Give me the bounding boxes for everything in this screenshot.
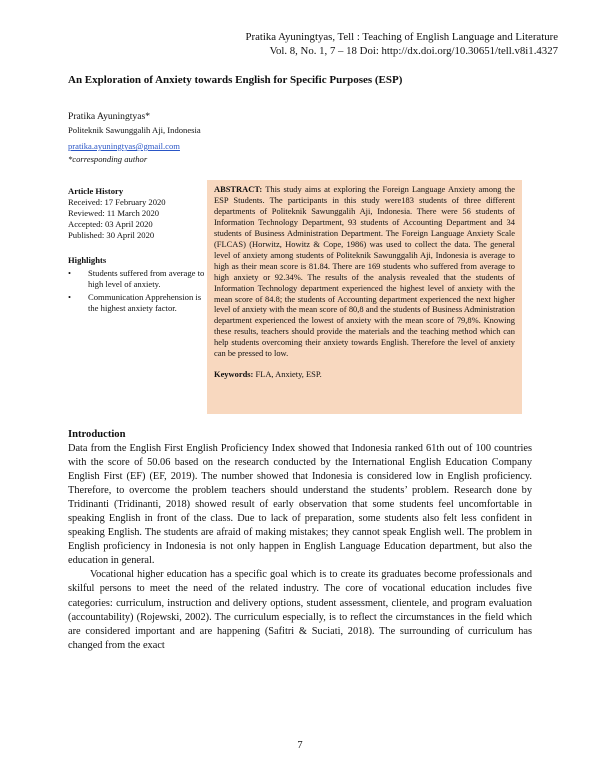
introduction-heading: Introduction [68,429,126,440]
page-number: 7 [297,740,303,751]
keywords-label: Keywords: [214,369,254,380]
keywords-text: FLA, Anxiety, ESP. [255,369,322,380]
history-reviewed: Reviewed: 11 March 2020 [68,208,160,218]
introduction-section [68,428,532,653]
history-accepted: Accepted: 03 April 2020 [68,219,153,229]
abstract-paragraph [214,184,515,359]
author-email-link[interactable]: pratika.ayuningtyas@gmail.com [68,141,180,151]
author-name: Pratika Ayuningtyas* [68,111,150,122]
abstract-label: ABSTRACT: [214,184,263,194]
history-published: Published: 30 April 2020 [68,230,155,240]
abstract-text: This study aims at exploring the Foreign Language Anxiety among the ESP Students. The participants in this study were183 students of three different departments of Politeknik Sawunggalih Aji, Indonesia. There were 56 students of Information Technology Department, 93 students of Accounting Department and 34 students of Business Administration Department. The Foreign Language Anxiety Scale (FLCAS) (Horwitz, Howitz & Cope, 1986) was used to collect the data. The general level of anxiety among students of Politeknik Sawunggalih Aji, Indonesia is average to high as their mean score is 81.84. There are 169 students who suffered from average to high anxiety or 92.34%. The results of the analysis revealed that the students of Information Technology department experienced the highest level of anxiety with the mean score of 84.8; the students of Accounting department experienced the next higher level of anxiety with the mean score of 80,8 and the students of Business Administration department experienced the lowest of anxiety with the mean score of 79,8%. Knowing these results, teachers should provide the materials and the teaching method which can help students overcoming their anxiety towards English. Therefore the level of anxiety can be pressed to low. [214,184,515,359]
abstract-box [207,180,522,414]
history-received: Received: 17 February 2020 [68,197,166,207]
article-history-label: Article History [68,186,124,196]
highlight-item: • Communication Apprehension is the highest anxiety factor. [68,292,208,314]
running-head-line-1: Pratika Ayuningtyas, Tell : Teaching of English Language and Literature [245,31,558,43]
highlight-item: • Students suffered from average to high level of anxiety. [68,268,208,290]
highlights-list [68,268,208,314]
running-head [98,30,558,58]
author-block [68,110,328,165]
corresponding-author-note: *corresponding author [68,154,148,164]
keywords-line [214,369,515,380]
article-history [68,186,198,241]
author-affiliation: Politeknik Sawunggalih Aji, Indonesia [68,125,201,135]
paper-title: An Exploration of Anxiety towards English for Specific Purposes (ESP) [68,74,403,86]
highlights-label: Highlights [68,255,107,265]
introduction-paragraph-1: Data from the English First English Proficiency Index showed that Indonesia ranked 61th out of 100 countries with the score of 50.06 based on the research conducted by the International English Education Company English First (EF) (EF, 2019). The number showed that Indonesia is considered low in English proficiency. Therefore, to overcome the problem teachers should understand the students’ problem. Research done by Tridinanti (Tridinanti, 2018) showed result of early observation that some students feel uncomfortable in speaking English in front of the class. Due to lack of preparation, some students also felt less confident in speaking English. The students are afraid of making mistakes; they cannot speak English well. The problem in English proficiency in Indonesia is not only happen in English Language Education department, but also the education in general. [68,443,532,567]
introduction-paragraph-2: Vocational higher education has a specific goal which is to create its graduates become professionals and skilful persons to meet the need of the related industry. The core of vocational education includes five categories: curriculum, instruction and delivery options, student assessment, clientele, and program evaluation (accountability) (Rojewski, 2002). The curriculum especially, is to reflect the circumstances in the field which are considered important and are happening (Safitri & Suciati, 2018). The surrounding of curriculum has changed from the exact [68,569,532,651]
highlights [68,255,208,316]
running-head-line-2: Vol. 8, No. 1, 7 – 18 Doi: http://dx.doi.org/10.30651/tell.v8i1.4327 [269,45,558,57]
